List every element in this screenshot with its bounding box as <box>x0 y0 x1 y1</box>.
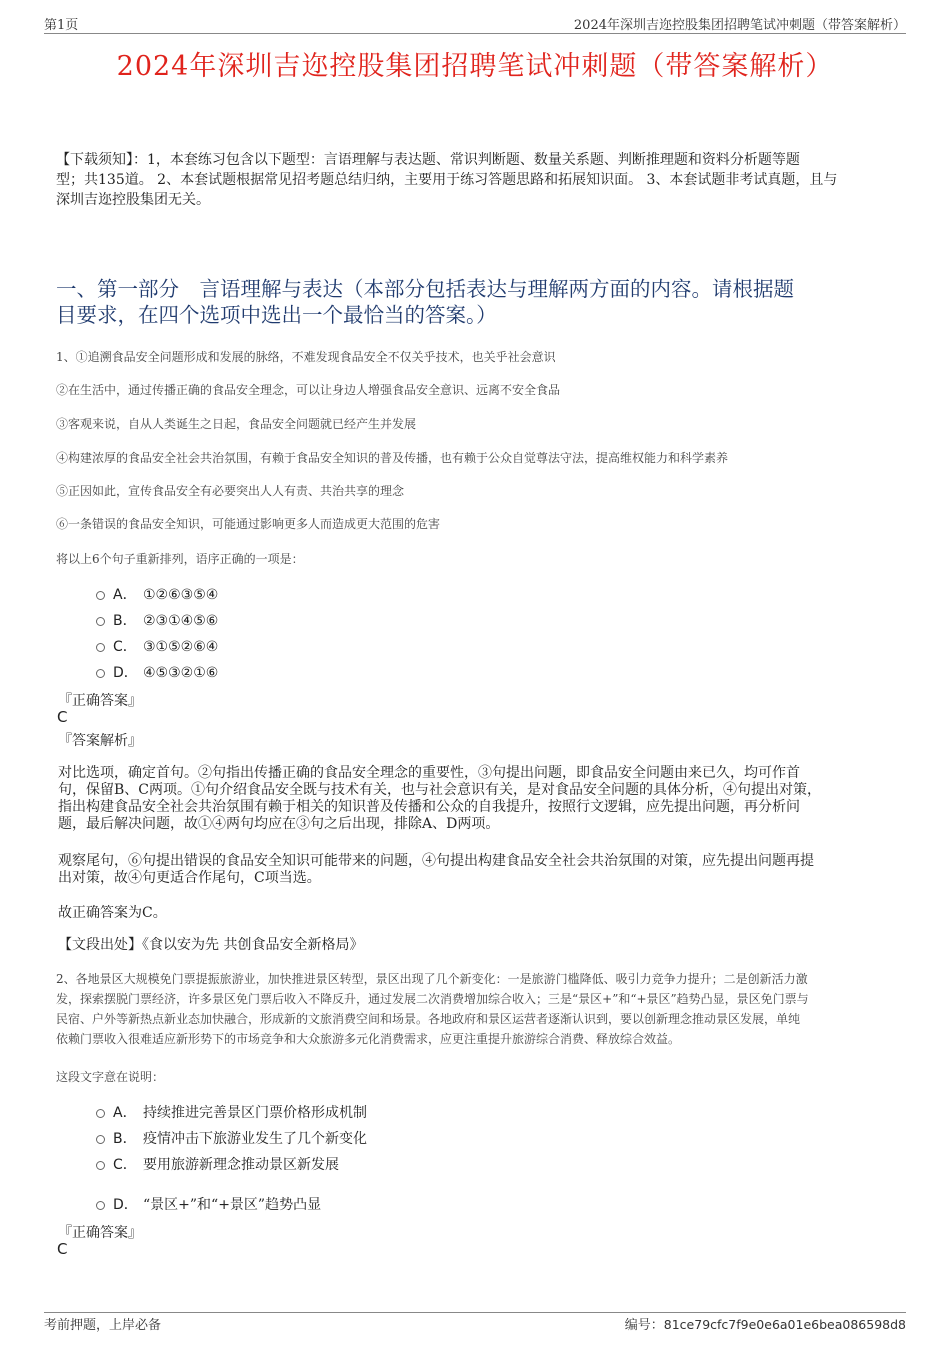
q1-sentence: ②在生活中，通过传播正确的食品安全理念，可以让身边人增强食品安全意识、远离不安全食品 <box>56 383 561 397</box>
analysis-line: 观察尾句，⑥句提出错误的食品安全知识可能带来的问题，④句提出构建食品安全社会共治氛围的对策，应先提出问题再提 <box>58 853 814 869</box>
option-key: C． <box>113 639 137 655</box>
option-text: 要用旅游新理念推动景区新发展 <box>143 1157 339 1173</box>
option-key: C． <box>113 1157 137 1173</box>
q2-prompt: 这段文字意在说明： <box>56 1070 165 1084</box>
download-notice <box>56 150 896 210</box>
analysis-line: 句，保留B、C两项。①句介绍食品安全既与技术有关，也与社会意识有关，是对食品安全问题的具体分析，④句提出对策， <box>58 782 821 798</box>
q2-stem-line: 民宿、户外等新热点新业态加快融合，形成新的文旅消费空间和场景。各地政府和景区运营者逐渐认识到，要以创新理念推动景区发展，单纯 <box>56 1012 801 1026</box>
q1-sentence: ⑤正因如此，宣传食品安全有必要突出人人有责、共治共享的理念 <box>56 484 405 498</box>
q1-analysis-paragraph <box>58 853 888 887</box>
radio-icon[interactable] <box>96 1109 105 1118</box>
header-divider <box>44 33 906 34</box>
q2-answer: C <box>57 1240 68 1258</box>
option-text: ②③①④⑤⑥ <box>143 613 219 629</box>
q1-source: 【文段出处】《食以安为先 共创食品安全新格局》 <box>58 937 364 953</box>
option-text: 疫情冲击下旅游业发生了几个新变化 <box>143 1131 367 1147</box>
option-key: B． <box>113 1131 137 1147</box>
q2-stem-line: 发，探索摆脱门票经济，许多景区免门票后收入不降反升，通过发展二次消费增加综合收入；三是“景区+”和“+景区”趋势凸显，景区免门票与 <box>56 992 809 1006</box>
radio-icon[interactable] <box>96 591 105 600</box>
q1-prompt: 将以上6个句子重新排列，语序正确的一项是： <box>56 552 304 566</box>
footer-slogan: 考前押题，上岸必备 <box>44 1318 162 1333</box>
option-key: A． <box>113 587 137 603</box>
analysis-line: 指出构建食品安全社会共治氛围有赖于相关的知识普及传播和公众的自我提升，按照行文逻辑，应先提出问题，再分析问 <box>58 799 800 815</box>
q1-sentence: 1、①追溯食品安全问题形成和发展的脉络，不难发现食品安全不仅关乎技术，也关乎社会意识 <box>56 350 556 364</box>
q1-sentence: ③客观来说，自从人类诞生之日起，食品安全问题就已经产生并发展 <box>56 417 417 431</box>
header-doc-title: 2024年深圳吉迩控股集团招聘笔试冲刺题（带答案解析） <box>573 18 906 33</box>
q2-stem-line: 依赖门票收入很难适应新形势下的市场竞争和大众旅游多元化消费需求，应更注重提升旅游综合消费、释放综合效益。 <box>56 1032 681 1046</box>
q2-option-c[interactable] <box>96 1154 339 1174</box>
notice-line: 型；共135道。 2、本套试题根据常见招考题总结归纳，主要用于练习答题思路和拓展知识面。 3、本套试题非考试真题，且与 <box>56 172 838 188</box>
radio-icon[interactable] <box>96 1135 105 1144</box>
q2-stem-line: 2、各地景区大规模免门票提振旅游业，加快推进景区转型，景区出现了几个新变化：一是旅游门槛降低、吸引力竞争力提升；二是创新活力激 <box>56 972 808 986</box>
q1-answer-label: 『正确答案』 <box>58 693 142 709</box>
footer-divider <box>44 1312 906 1313</box>
document-title: 2024年深圳吉迩控股集团招聘笔试冲刺题（带答案解析） <box>116 51 834 82</box>
section-heading-line: 一、第一部分 言语理解与表达（本部分包括表达与理解两方面的内容。请根据题 <box>56 277 794 301</box>
q1-option-d[interactable] <box>96 662 218 682</box>
notice-line: 【下载须知】：1，本套练习包含以下题型：言语理解与表达题、常识判断题、数量关系题、判断推理题和资料分析题等题 <box>56 152 800 168</box>
option-key: D． <box>113 1197 138 1213</box>
notice-line: 深圳吉迩控股集团无关。 <box>56 192 210 208</box>
radio-icon[interactable] <box>96 1161 105 1170</box>
radio-icon[interactable] <box>96 643 105 652</box>
radio-icon[interactable] <box>96 669 105 678</box>
option-text: ①②⑥③⑤④ <box>143 587 219 603</box>
analysis-line: 对比选项，确定首句。②句指出传播正确的食品安全理念的重要性，③句提出问题，即食品安全问题由来已久，均可作首 <box>58 765 800 781</box>
q1-sentence: ⑥一条错误的食品安全知识，可能通过影响更多人而造成更大范围的危害 <box>56 517 441 531</box>
option-key: B． <box>113 613 137 629</box>
option-text: ③①⑤②⑥④ <box>143 639 219 655</box>
q1-sentence: ④构建浓厚的食品安全社会共治氛围，有赖于食品安全知识的普及传播，也有赖于公众自觉尊法守法，提高维权能力和科学素养 <box>56 451 729 465</box>
q2-stem <box>56 969 896 1049</box>
q2-option-a[interactable] <box>96 1102 367 1122</box>
section-heading-line: 目要求，在四个选项中选出一个最恰当的答案。） <box>56 303 497 327</box>
analysis-line: 题，最后解决问题，故①④两句均应在③句之后出现，排除A、D两项。 <box>58 816 500 832</box>
option-text: “景区+”和“+景区”趋势凸显 <box>143 1197 322 1213</box>
q1-analysis-label: 『答案解析』 <box>58 733 142 749</box>
analysis-line: 出对策，故④句更适合作尾句，C项当选。 <box>58 870 321 886</box>
footer-code <box>625 1314 906 1333</box>
radio-icon[interactable] <box>96 1201 105 1210</box>
q1-answer: C <box>57 708 68 726</box>
q2-option-d[interactable] <box>96 1194 321 1214</box>
q1-option-a[interactable] <box>96 584 218 604</box>
footer-code-label: 编号： <box>624 1318 664 1333</box>
option-text: 持续推进完善景区门票价格形成机制 <box>143 1105 367 1121</box>
option-text: ④⑤③②①⑥ <box>143 665 219 681</box>
q2-option-b[interactable] <box>96 1128 367 1148</box>
footer-code-value: 81ce79cfc7f9e0e6a01e6bea086598d8 <box>663 1317 906 1332</box>
option-key: D． <box>113 665 138 681</box>
q1-option-b[interactable] <box>96 610 218 630</box>
q1-option-c[interactable] <box>96 636 218 656</box>
q2-answer-label: 『正确答案』 <box>58 1225 142 1241</box>
page-number: 第1页 <box>44 18 79 33</box>
section-heading <box>56 276 896 328</box>
option-key: A． <box>113 1105 137 1121</box>
q1-conclusion: 故正确答案为C。 <box>58 905 167 921</box>
q1-analysis-paragraph <box>58 765 888 833</box>
radio-icon[interactable] <box>96 617 105 626</box>
